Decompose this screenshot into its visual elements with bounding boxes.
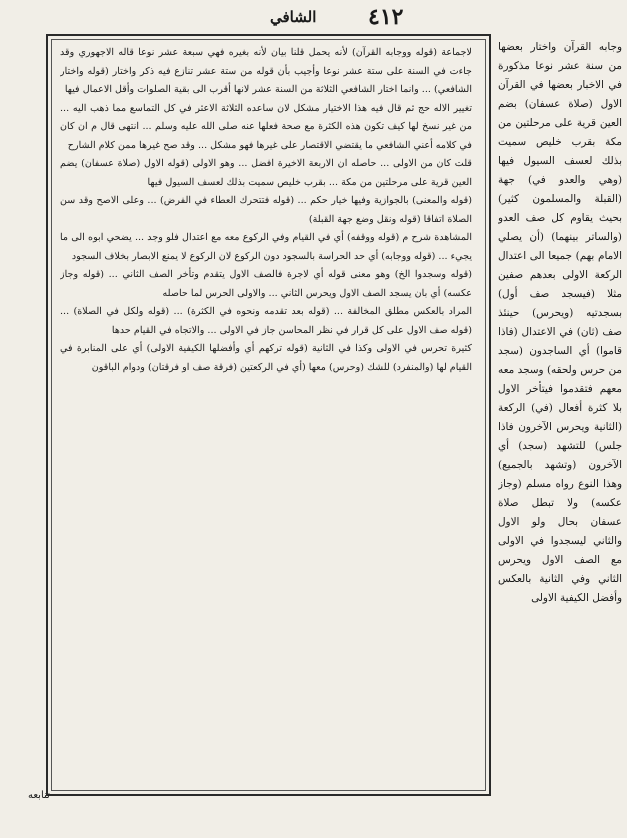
commentary-text xyxy=(60,44,472,784)
commentary-paragraph: المراد بالعكس مطلق المخالفة ... (قوله بعد تقدمه ونحوه في الكثرة) ... (قوله ولكل في الصلاة) ... (قوله صف الاول على كل قرار في نظر المحاسن جاز في الاولى ... والاتجاه في القيام حدها xyxy=(60,306,472,336)
catchword: تنابعه xyxy=(28,790,50,801)
margin-paragraph: وجابه القرآن واختار بعضها من سنة عشر نوعا مذكورة في الاخبار بعضها في القرآن الاول (صلاة عسفان) بضم العين قرية على مرحلتين من مكة بقرب خليص سميت بذلك لعسف السيول فيها (وهي والعدو في) جهة (القبلة والمسلمون كثير) بحيث يقاوم كل صف العدو (والساتر بينهما) (أن يصلي الامام بهم) جميعا الى اعتدال الركعة الاولى بعدهم صفين مثلا (فيسجد صف أول) بسجدتيه (ويحرس) حينئذ صف (ثان) في الاعتدال (فاذا قاموا) أي الساجدون (سجد من حرس ولحقه) وسجد معه معهم فتقدموا فيتأخر الاول بلا كثرة أفعال (في) الركعة (الثانية ويحرس الآخرون فاذا جلس) للتشهد (سجد) أي الآخرون (وتشهد بالجميع) وهذا النوع رواه مسلم (وجاز عكسه) ولا تبطل صلاة عسفان بحال ولو الاول والثاني ليسجدوا في الاولى مع الصف الاول ويحرس الثاني وفي الثانية بالعكس وأفضل الكيفية الاولى xyxy=(498,41,622,604)
commentary-paragraph: تغيير الاله حج ثم قال فيه هذا الاختيار مشكل لان ساعده الثلاثة الاعثر في كل التماسع مما ذهب اليه ... من غير نسخ لها كيف تكون هذه الكثرة مع صحة فعلها عنه صلى الله عليه وسلم ... انتهى قال م ان كان في كلامه أعني الشافعي ما يقتضي الاقتصار على غيرها فهو مشكل ... وقد صح غيرها ممن كلام الشارح xyxy=(60,102,472,151)
commentary-paragraph: قلت كان من الاولى ... حاصله ان الاربعة الاخيرة افضل ... وهو الاولى (قوله الاول (صلاة عسفان) يضم العين قرية على مرحلتين من مكة ... بقرب خليص سميت بذلك لعسف السيول فيها xyxy=(60,158,472,188)
page-header xyxy=(0,6,627,30)
margin-main-text xyxy=(498,38,622,798)
commentary-paragraph: كثيرة تحرس في الاولى وكذا في الثانية (قوله تركهم أي وأفضلها الكيفية الاولى) أي على المنابرة في القيام لها (والمنفرد) للشك (وحرس) معها (أي في الركعتين (فرقة صف او فرقتان) ودوام الباقون xyxy=(60,343,472,373)
commentary-paragraph: المشاهدة شرح م (قوله ووقفه) أي في القيام وفي الركوع معه مع اعتدال فلو وجد ... يضحي ابوه الى ما يجيء ... (قوله ووجابه) أي حد الحراسة بالسجود دون الركوع لان الركوع لا يمنع الابصار بخلاف السجود xyxy=(60,232,472,262)
running-title: الشافي xyxy=(270,8,317,26)
commentary-frame xyxy=(46,34,491,796)
commentary-paragraph: (قوله وسجدوا الخ) وهو معنى قوله أي لاجرة فالصف الاول يتقدم وتأخر الصف الثاني ... (قوله وجاز عكسه) أي بان يسجد الصف الاول ويحرس الثاني ... والاولى الحرس لما حاصله xyxy=(60,269,472,299)
commentary-paragraph: (قوله والمعنى) بالجوازية وفيها خيار حكم ... (قوله فتتحرك العطاء في الفرض) ... وعلى الاصح وقد سن الصلاة اتفاقا (قوله ونقل وضع جهة القبلة) xyxy=(60,195,472,225)
page-number: ٤١٢ xyxy=(368,4,404,30)
commentary-paragraph: لاجماعة (قوله ووجابه القرآن) لأنه يحمل قلنا بيان لأنه بغيره فهي سبعة عشر نوعا قاله الاجهوري وقد جاءت في السنة على ستة عشر نوعا وأجيب بأن قوله من ستة عشر تنازع فيه ذكر واختار (قوله واختار الشافعي) ... وانما اختار الشافعي الثلاثة من السنة عشر لانها أقرب الى بقية الصلوات وأقل الاعمال فيها xyxy=(60,47,472,95)
